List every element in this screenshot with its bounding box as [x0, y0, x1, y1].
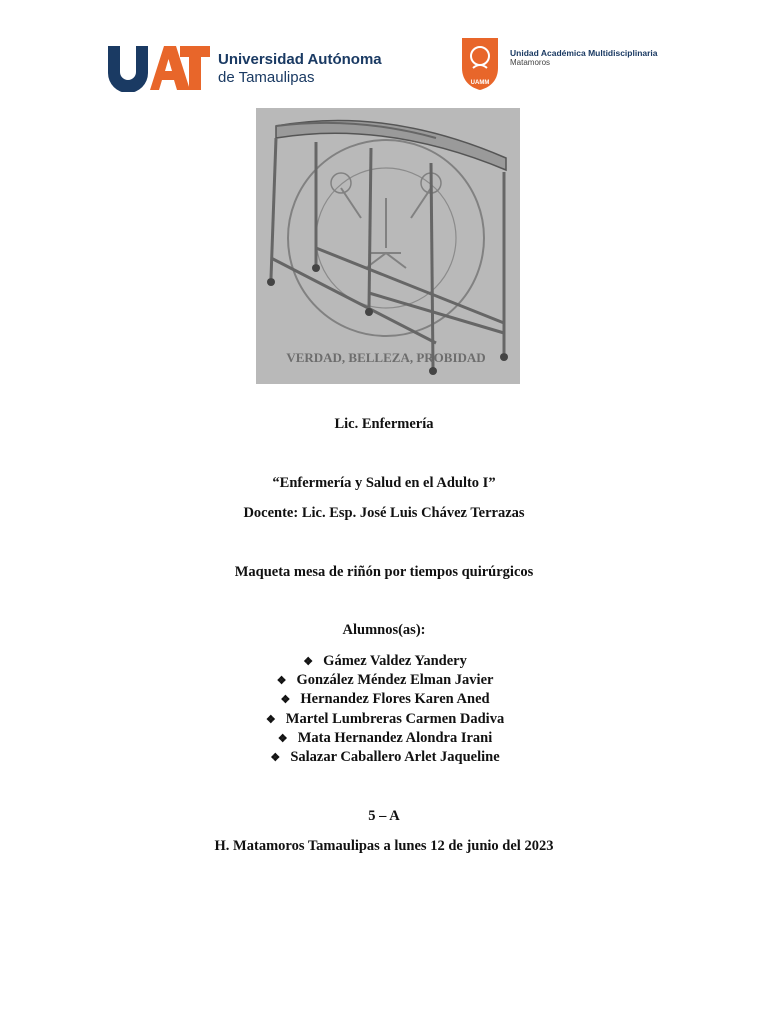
- kidney-table-illustration: [256, 108, 520, 384]
- project-title: Maqueta mesa de riñón por tiempos quirúrgicos: [234, 564, 534, 580]
- student-name: Hernandez Flores Karen Aned: [300, 691, 490, 708]
- diamond-bullet-icon: ❖: [276, 675, 287, 688]
- svg-text:UAMM: UAMM: [470, 80, 490, 86]
- university-name: [218, 51, 382, 87]
- place-date: H. Matamoros Tamaulipas a lunes 12 de junio del 2023: [214, 838, 554, 854]
- list-item: [0, 710, 768, 729]
- university-name-line2: de Tamaulipas: [218, 69, 315, 86]
- unit-city: Matamoros: [510, 58, 551, 67]
- list-item: [0, 652, 768, 671]
- university-name-line1: Universidad Autónoma: [218, 51, 382, 68]
- seal-motto: VERDAD, BELLEZA, PROBIDAD: [286, 350, 486, 365]
- uamm-logo: [460, 36, 680, 94]
- diamond-bullet-icon: ❖: [270, 752, 281, 765]
- unit-title: Unidad Académica Multidisciplinaria: [510, 48, 658, 58]
- cover-image: [256, 108, 520, 384]
- teacher: Docente: Lic. Esp. José Luis Chávez Terrazas: [243, 505, 525, 521]
- diamond-bullet-icon: ❖: [280, 694, 291, 707]
- uat-logo: [106, 40, 382, 96]
- diamond-bullet-icon: ❖: [303, 656, 314, 669]
- uat-logo-mark: [106, 44, 210, 92]
- career: Lic. Enfermería: [334, 416, 434, 432]
- unit-name: [510, 48, 658, 67]
- list-item: [0, 748, 768, 767]
- student-name: Gámez Valdez Yandery: [323, 653, 467, 670]
- diamond-bullet-icon: ❖: [265, 713, 276, 726]
- students-heading: Alumnos(as):: [342, 622, 426, 638]
- student-name: Martel Lumbreras Carmen Dadiva: [285, 710, 505, 727]
- course-title: “Enfermería y Salud en el Adulto I”: [272, 475, 496, 491]
- list-item: [0, 690, 768, 709]
- list-item: [0, 671, 768, 690]
- students-list: [0, 652, 768, 767]
- student-name: Salazar Caballero Arlet Jaqueline: [290, 749, 500, 766]
- student-name: Mata Hernandez Alondra Irani: [297, 729, 493, 746]
- diamond-bullet-icon: ❖: [277, 732, 288, 745]
- list-item: [0, 729, 768, 748]
- student-name: González Méndez Elman Javier: [296, 672, 494, 689]
- uamm-shield-icon: [460, 36, 500, 92]
- group: 5 – A: [368, 808, 400, 824]
